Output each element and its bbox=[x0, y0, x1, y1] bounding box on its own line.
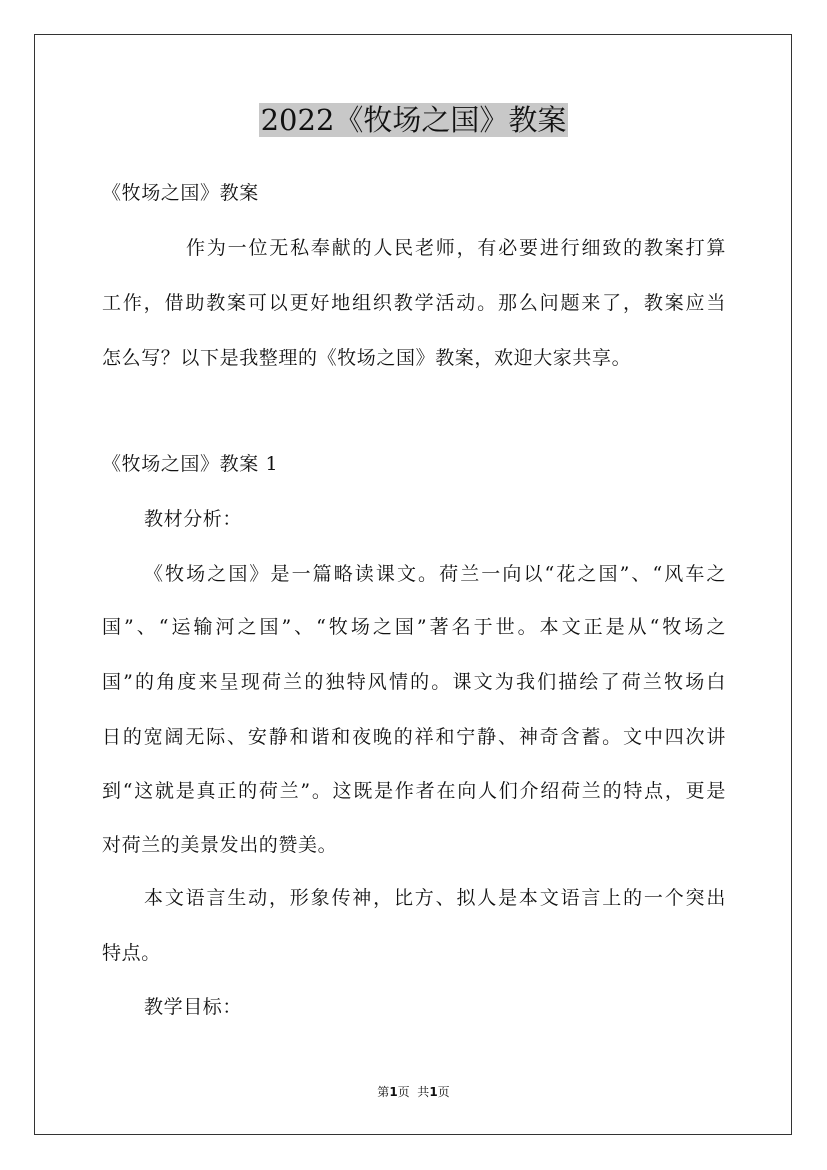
analysis-line-2: 国”、“运输河之国”、“牧场之国”著名于世。本文正是从“牧场之 bbox=[102, 616, 726, 638]
document-title bbox=[0, 100, 827, 145]
footer-page-total: 1 bbox=[429, 1085, 438, 1099]
intro-line-1: 作为一位无私奉献的人民老师，有必要进行细致的教案打算 bbox=[186, 237, 726, 259]
footer-page-mid: 页 共 bbox=[397, 1085, 430, 1099]
intro-line-3: 怎么写？以下是我整理的《牧场之国》教案，欢迎大家共享。 bbox=[102, 347, 632, 369]
page-footer bbox=[0, 1083, 827, 1100]
section-heading: 《牧场之国》教案 1 bbox=[102, 453, 279, 475]
analysis-line-1: 《牧场之国》是一篇略读课文。荷兰一向以“花之国”、“风车之 bbox=[144, 563, 726, 585]
document-title-text: 2022《牧场之国》教案 bbox=[260, 103, 567, 137]
analysis-line-4: 日的宽阔无际、安静和谐和夜晚的祥和宁静、神奇含蓄。文中四次讲 bbox=[102, 726, 726, 748]
analysis-line-6: 对荷兰的美景发出的赞美。 bbox=[102, 834, 338, 856]
footer-page-prefix: 第 bbox=[377, 1085, 390, 1099]
goals-heading: 教学目标： bbox=[144, 996, 243, 1018]
analysis-heading: 教材分析： bbox=[144, 508, 243, 530]
language-line-1: 本文语言生动，形象传神，比方、拟人是本文语言上的一个突出 bbox=[144, 887, 726, 909]
footer-page-suffix: 页 bbox=[437, 1085, 450, 1099]
document-subtitle: 《牧场之国》教案 bbox=[102, 182, 259, 204]
analysis-line-3: 国”的角度来呈现荷兰的独特风情的。课文为我们描绘了荷兰牧场白 bbox=[102, 671, 726, 693]
intro-line-2: 工作，借助教案可以更好地组织教学活动。那么问题来了，教案应当 bbox=[102, 292, 726, 314]
language-line-2: 特点。 bbox=[102, 942, 161, 964]
footer-page-number: 1 bbox=[389, 1085, 398, 1099]
analysis-line-5: 到“这就是真正的荷兰”。这既是作者在向人们介绍荷兰的特点，更是 bbox=[102, 780, 726, 802]
